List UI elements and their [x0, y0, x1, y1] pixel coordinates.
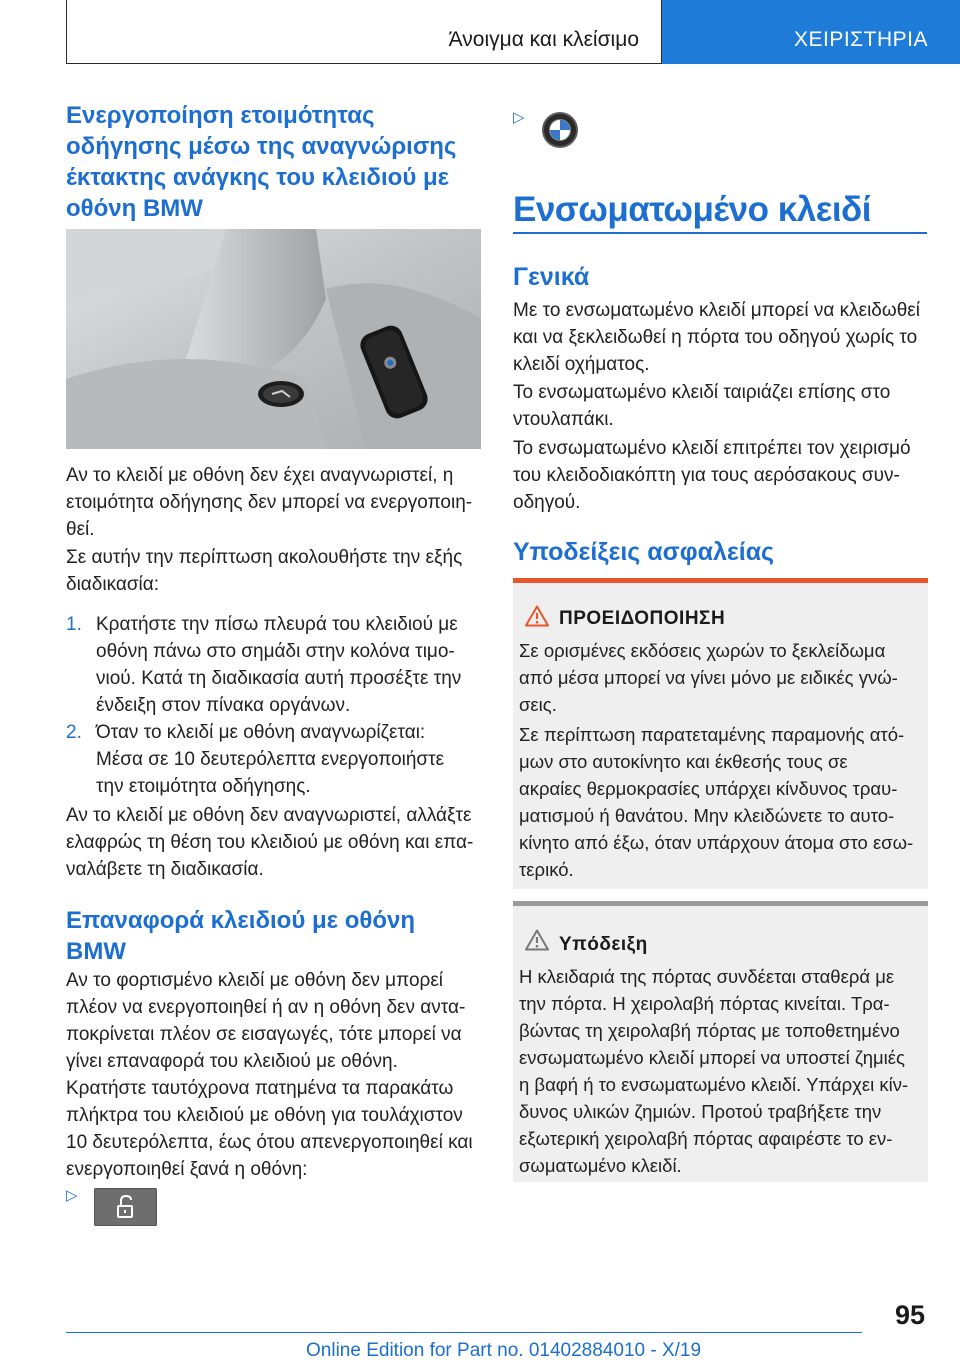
step-number: 1. — [66, 614, 82, 635]
page-title: Ενσωματωμένο κλειδί — [513, 190, 871, 229]
header-chapter-title: ΧΕΙΡΙΣΤΗΡΙΑ — [793, 28, 928, 51]
footer-divider — [66, 1332, 862, 1333]
warning-box — [513, 578, 928, 889]
heading-emergency-detection: Ενεργοποίηση ετοιμότητας οδήγησης μέσω της αναγνώρισης έκτακτης ανάγκης του κλειδιού με οθόνη BMW — [66, 102, 457, 222]
list-item — [66, 611, 481, 721]
title-divider — [513, 232, 927, 234]
header-chapter-tab — [662, 0, 960, 64]
warning-paragraph-1: Σε ορισμένες εκδόσεις χωρών το ξεκλείδωμα από μέσα μπορεί να γίνει μόνο με ειδικές γνώ‐ σεις. — [519, 640, 898, 715]
step-number: 2. — [66, 722, 82, 743]
warning-title: ΠΡΟΕΙΔΟΠΟΙΗΣΗ — [559, 608, 726, 629]
header-section-box — [66, 0, 662, 64]
warning-paragraph-2: Σε περίπτωση παρατεταμένης παραμονής ατό‐ μων στο αυτοκίνητο και έκθεσής τους σε ακραίες θερμοκρασίες υπάρχει κίνδυνος τραυ‐ ματισμού ή θανάτου. Μην κλειδώνετε το αυτο‐ κίνητο από έξω, όταν υπάρχουν άτομα στο εσω‐ τερικό. — [519, 724, 914, 880]
play-marker-icon: ▷ — [66, 1187, 78, 1204]
note-paragraph: Η κλειδαριά της πόρτας συνδέεται σταθερά με την πόρτα. Η χειρολαβή πόρτας κινείται. Τρα‐ βώντας τη χειρολαβή πόρτας με τοποθετημένο ενσωματωμένο κλειδί μπορεί να υποστεί ζημιές η βαφή ή το ενσωματωμένο κλειδί. Υπάρχει κίν‐ δυνος υλικών ζημιών. Προτού τραβήξετε την εξωτερική χειρολαβή πόρτας αφαιρέστε το εν‐ σωματωμένο κλειδί. — [519, 966, 909, 1176]
note-title: Υπόδειξη — [559, 934, 648, 955]
heading-reset-key: Επαναφορά κλειδιού με οθόνη BMW — [66, 907, 416, 965]
paragraph-procedure-intro: Σε αυτήν την περίπτωση ακολουθήστε την εξής διαδικασία: — [66, 547, 463, 595]
warning-triangle-icon — [525, 929, 549, 951]
unlock-button-icon — [94, 1188, 157, 1226]
step-text: Όταν το κλειδί με οθόνη αναγνωρίζεται: — [96, 722, 426, 743]
step-2-detail: Μέσα σε 10 δευτερόλεπτα ενεργοποιήστε την ετοιμότητα οδήγησης. — [96, 749, 445, 797]
warning-triangle-icon — [525, 605, 549, 627]
paragraph-reset-condition: Αν το φορτισμένο κλειδί με οθόνη δεν μπορεί πλέον να ενεργοποιηθεί ή αν η οθόνη δεν αντα‐ ποκρίνεται πλέον σε εισαγωγές, τότε μπορεί να γίνει επαναφορά του κλειδιού με οθόνη. — [66, 970, 466, 1072]
play-marker-icon: ▷ — [513, 109, 525, 126]
paragraph-general-1: Με το ενσωματωμένο κλειδί μπορεί να κλειδωθεί και να ξεκλειδωθεί η πόρτα του οδηγού χωρίς το κλειδί οχήματος. — [513, 300, 920, 375]
paragraph-reset-procedure: Κρατήστε ταυτόχρονα πατημένα τα παρακάτω πλήκτρα του κλειδιού με οθόνη για τουλάχιστον 10 δευτερόλεπτα, έως ότου απενεργοποιηθεί και ενεργοποιηθεί ξανά η οθόνη: — [66, 1078, 473, 1180]
note-box — [513, 901, 928, 1182]
header-section-title: Άνοιγμα και κλείσιμο — [448, 28, 639, 51]
bmw-logo-icon — [541, 111, 579, 149]
step-text: Κρατήστε την πίσω πλευρά του κλειδιού με οθόνη πάνω στο σημάδι στην κολόνα τιμο‐ νιού. Κατά τη διαδικασία αυτή προσέξτε την ένδειξη στον πίνακα οργάνων. — [96, 614, 462, 716]
page-number: 95 — [895, 1300, 926, 1330]
heading-safety: Υποδείξεις ασφαλείας — [513, 538, 775, 566]
paragraph-general-2: Το ενσωματωμένο κλειδί ταιριάζει επίσης στο ντουλαπάκι. — [513, 382, 891, 430]
footer-edition: Online Edition for Part no. 01402884010 - X/19 — [306, 1340, 702, 1361]
list-item — [66, 719, 481, 747]
heading-general: Γενικά — [513, 263, 590, 291]
steering-column-photo — [66, 229, 481, 449]
paragraph-general-3: Το ενσωματωμένο κλειδί επιτρέπει τον χειρισμό του κλειδοδιακόπτη για τους αερόσακους συν‐ οδηγού. — [513, 438, 911, 513]
paragraph-not-detected: Αν το κλειδί με οθόνη δεν έχει αναγνωριστεί, η ετοιμότητα οδήγησης δεν μπορεί να ενεργοποιη‐ θεί. — [66, 465, 473, 540]
paragraph-retry: Αν το κλειδί με οθόνη δεν αναγνωριστεί, αλλάξτε ελαφρώς τη θέση του κλειδιού με οθόνη και επα‐ ναλάβετε τη διαδικασία. — [66, 805, 474, 880]
